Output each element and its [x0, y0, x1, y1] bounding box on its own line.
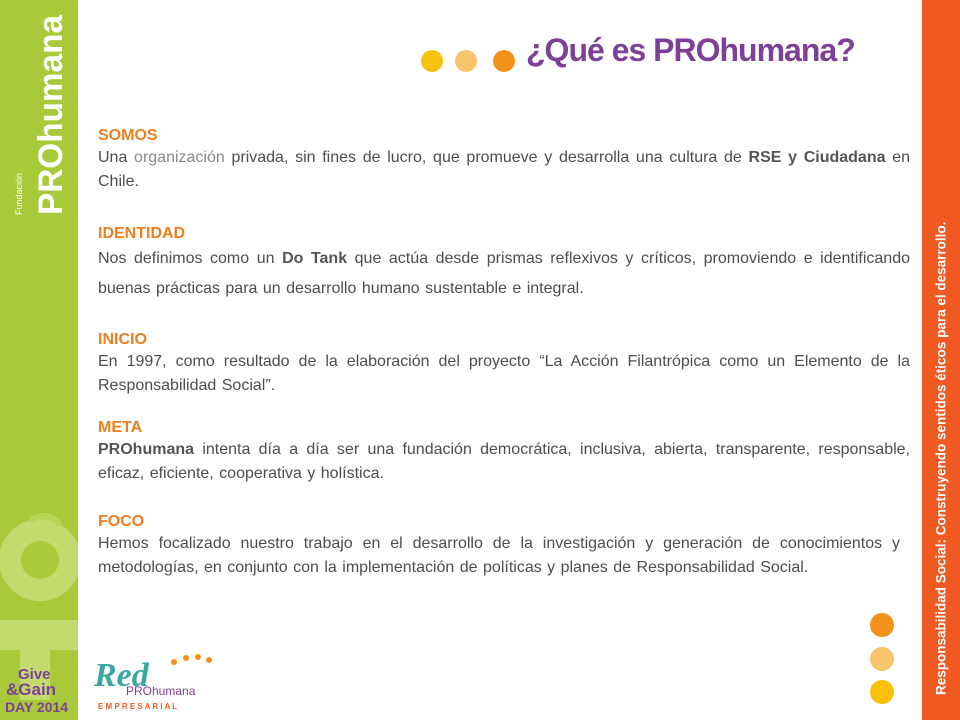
- section-foco: [98, 512, 900, 580]
- logo-main-text: PROhumana: [32, 10, 70, 215]
- section-heading: INICIO: [98, 331, 147, 348]
- section-body: Hemos focalizado nuestro trabajo en el desarrollo de la investigación y generación de conocimientos y metodologías, en conjunto con la implementación de políticas y planes de Responsabilidad Social.: [98, 535, 900, 576]
- section-body: PROhumana intenta día a día ser una fundación democrática, inclusiva, abierta, transparente, responsable, eficaz, eficiente, cooperativa y holística.: [98, 441, 910, 482]
- section-body: Nos definimos como un Do Tank que actúa desde prismas reflexivos y críticos, promoviendo e identificando buenas prácticas para un desarrollo humano sustentable e integral.: [98, 250, 910, 297]
- left-brand-band: [0, 0, 78, 720]
- svg-text:DAY 2014: DAY 2014: [5, 699, 69, 715]
- section-body: Una organización privada, sin fines de lucro, que promueve y desarrolla una cultura de RSE y Ciudadana en Chile.: [98, 149, 911, 190]
- red-prohumana-empresarial-logo: [94, 652, 224, 712]
- red-text: Red: [94, 657, 149, 694]
- give-and-gain-logo: [4, 664, 76, 716]
- section-heading: FOCO: [98, 513, 145, 530]
- decorative-dots-icon: [866, 612, 900, 708]
- red-emp-text: E M P R E S A R I A L: [98, 702, 178, 711]
- section-body: En 1997, como resultado de la elaboración del proyecto “La Acción Filantrópica como un Elemento de la Responsabilidad Social”.: [98, 353, 910, 394]
- red-pro-text: PROhumana: [126, 684, 196, 698]
- svg-text:Give: Give: [18, 666, 51, 683]
- section-heading: META: [98, 419, 143, 436]
- side-tagline: Responsabilidad Social: Construyendo sentidos éticos para el desarrollo.: [933, 221, 949, 695]
- section-inicio: [98, 330, 910, 398]
- page-title: ¿Qué es PROhumana?: [526, 32, 855, 68]
- section-heading: SOMOS: [98, 127, 158, 144]
- section-heading: IDENTIDAD: [98, 225, 186, 242]
- title-dots-icon: [420, 48, 520, 74]
- section-meta: [98, 418, 910, 486]
- section-identidad: [98, 224, 910, 304]
- section-somos: [98, 126, 910, 194]
- prohumana-logo: [4, 10, 74, 220]
- logo-small-text: Fundación: [14, 172, 24, 215]
- svg-text:&Gain: &Gain: [6, 680, 57, 699]
